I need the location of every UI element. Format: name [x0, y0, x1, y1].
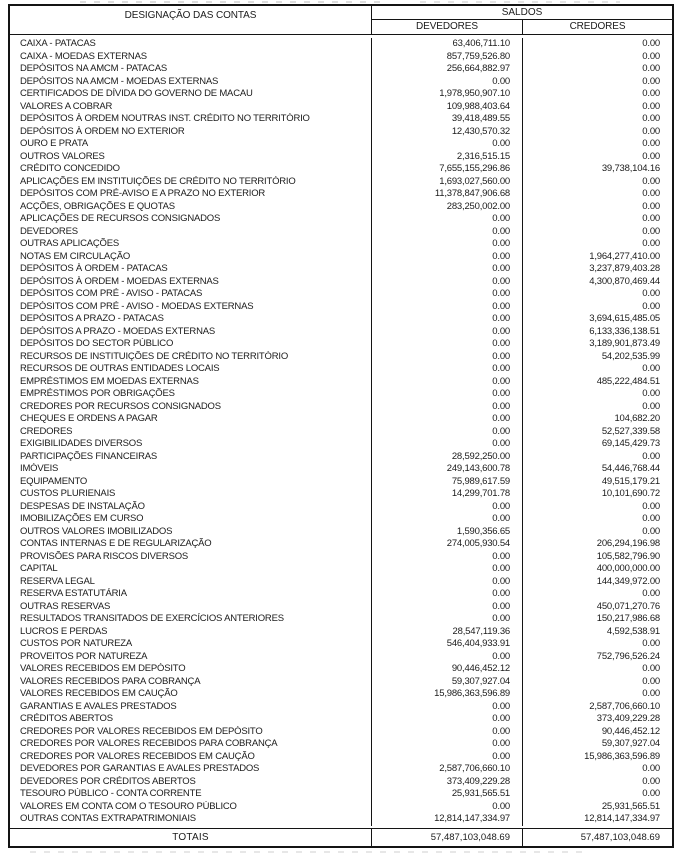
- credores-value: 0.00: [642, 38, 660, 49]
- account-name: VALORES RECEBIDOS PARA COBRANÇA: [10, 676, 372, 689]
- devedores-value: 0.00: [372, 601, 523, 614]
- devedores-value: 249,143,600.78: [372, 463, 523, 476]
- table-row: [10, 776, 672, 789]
- devedores-value: 0.00: [372, 563, 523, 576]
- devedores-value: 0.00: [372, 801, 523, 814]
- credores-value: 0.00: [642, 388, 660, 399]
- devedores-value: 274,005,930.54: [372, 538, 523, 551]
- account-name: CREDORES POR RECURSOS CONSIGNADOS: [10, 401, 372, 414]
- devedores-value: 0.00: [372, 613, 523, 626]
- credores-value: 105,582,796.90: [596, 550, 660, 562]
- table-row: [10, 676, 672, 689]
- account-name: DEPÓSITOS DO SECTOR PÚBLICO: [10, 338, 372, 351]
- table-row: [10, 251, 672, 264]
- credores-value: 59,307,927.04: [601, 738, 660, 749]
- devedores-value: 15,986,363,596.89: [372, 688, 523, 701]
- devedores-value: 0.00: [372, 288, 523, 301]
- table-row: [10, 301, 672, 314]
- account-name: OUTRAS APLICAÇÕES: [10, 238, 372, 251]
- credores-value: 0.00: [642, 150, 660, 162]
- credores-value: 52,527,339.58: [601, 425, 660, 437]
- table-row: [10, 188, 672, 201]
- credores-value: 0.00: [642, 688, 660, 699]
- devedores-value: 0.00: [372, 301, 523, 314]
- credores-value: 485,222,484.51: [596, 375, 660, 387]
- credores-value: 0.00: [642, 788, 660, 799]
- credores-value: 90,446,452.12: [601, 725, 660, 737]
- account-name: CONTAS INTERNAS E DE REGULARIZAÇÃO: [10, 538, 372, 551]
- credores-value: 4,300,870,469.44: [589, 275, 660, 287]
- devedores-value: 857,759,526.80: [372, 51, 523, 64]
- table-row: [10, 113, 672, 126]
- credores-value: 450,071,270.76: [596, 600, 660, 612]
- account-name: DEPÓSITOS COM PRÉ - AVISO - MOEDAS EXTERNAS: [10, 301, 372, 314]
- table-row: [10, 588, 672, 601]
- devedores-value: 0.00: [372, 438, 523, 451]
- credores-value: 0.00: [642, 100, 660, 112]
- table-row: [10, 176, 672, 189]
- devedores-value: 75,989,617.59: [372, 476, 523, 489]
- credores-value: 54,202,535.99: [601, 350, 660, 362]
- credores-value: 0.00: [642, 213, 660, 224]
- credores-value: 0.00: [642, 675, 660, 687]
- account-name: IMOBILIZAÇÕES EM CURSO: [10, 513, 372, 526]
- table-row: [10, 438, 672, 451]
- account-name: CAIXA - MOEDAS EXTERNAS: [10, 51, 372, 64]
- account-name: CUSTOS PLURIENAIS: [10, 488, 372, 501]
- account-name: VALORES A COBRAR: [10, 101, 372, 114]
- account-name: VALORES RECEBIDOS EM DEPÓSITO: [10, 663, 372, 676]
- table-row: [10, 413, 672, 426]
- devedores-value: 0.00: [372, 651, 523, 664]
- table-row: [10, 226, 672, 239]
- devedores-value: 0.00: [372, 138, 523, 151]
- devedores-value: 39,418,489.55: [372, 113, 523, 126]
- credores-value: 0.00: [642, 200, 660, 212]
- credores-value: 6,133,336,138.51: [589, 325, 660, 337]
- account-name: DEPÓSITOS À ORDEM - MOEDAS EXTERNAS: [10, 276, 372, 289]
- devedores-value: 0.00: [372, 313, 523, 326]
- credores-value: 0.00: [642, 63, 660, 74]
- devedores-value: 0.00: [372, 726, 523, 739]
- devedores-value: 2,587,706,660.10: [372, 763, 523, 776]
- account-name: CERTIFICADOS DE DÍVIDA DO GOVERNO DE MACAU: [10, 88, 372, 101]
- devedores-value: 0.00: [372, 363, 523, 376]
- credores-value: 3,237,879,403.28: [589, 263, 660, 274]
- table-row: [10, 576, 672, 589]
- credores-value: 12,814,147,334.97: [584, 813, 660, 824]
- devedores-value: 14,299,701.78: [372, 488, 523, 501]
- account-name: EMPRÉSTIMOS EM MOEDAS EXTERNAS: [10, 376, 372, 389]
- credores-value: 0.00: [642, 500, 660, 512]
- account-name: IMÓVEIS: [10, 463, 372, 476]
- table-row: [10, 163, 672, 176]
- table-row: [10, 351, 672, 364]
- credores-value: 0.00: [642, 175, 660, 187]
- account-name: OUTROS VALORES: [10, 151, 372, 164]
- column-header-credores: CREDORES: [569, 21, 626, 32]
- totals-credores-value: 57,487,103,048.69: [580, 831, 660, 843]
- table-row: [10, 213, 672, 226]
- table-row: [10, 513, 672, 526]
- credores-value: 0.00: [642, 775, 660, 787]
- credores-value: 0.00: [642, 638, 660, 649]
- account-name: RESERVA ESTATUTÁRIA: [10, 588, 372, 601]
- table-row: [10, 501, 672, 514]
- account-name: CREDORES POR VALORES RECEBIDOS EM CAUÇÃO: [10, 751, 372, 764]
- account-name: PROVEITOS POR NATUREZA: [10, 651, 372, 664]
- devedores-value: 12,430,570.32: [372, 126, 523, 139]
- table-row: [10, 126, 672, 139]
- devedores-value: 0.00: [372, 351, 523, 364]
- account-name: DEVEDORES POR CRÉDITOS ABERTOS: [10, 776, 372, 789]
- totals-devedores-value: 57,487,103,048.69: [372, 829, 523, 846]
- scan-artifact: [420, 1, 620, 3]
- table-row: [10, 376, 672, 389]
- devedores-value: 1,590,356.65: [372, 526, 523, 539]
- scan-artifact: [30, 851, 590, 853]
- account-name: DEPÓSITOS COM PRÉ - AVISO - PATACAS: [10, 288, 372, 301]
- column-header-designacao: DESIGNAÇÃO DAS CONTAS: [10, 6, 372, 34]
- credores-value: 0.00: [642, 663, 660, 674]
- credores-value: 400,000,000.00: [596, 563, 660, 574]
- devedores-value: 0.00: [372, 701, 523, 714]
- account-name: CREDORES: [10, 426, 372, 439]
- table-row: [10, 363, 672, 376]
- credores-value: 2,587,706,660.10: [589, 700, 660, 712]
- credores-value: 0.00: [642, 125, 660, 137]
- devedores-value: 0.00: [372, 576, 523, 589]
- table-row: [10, 401, 672, 414]
- account-name: DEPÓSITOS A PRAZO - MOEDAS EXTERNAS: [10, 326, 372, 339]
- credores-value: 0.00: [642, 138, 660, 149]
- account-name: OUTRAS CONTAS EXTRAPATRIMONIAIS: [10, 813, 372, 826]
- account-name: PARTICIPAÇÕES FINANCEIRAS: [10, 451, 372, 464]
- account-name: CUSTOS POR NATUREZA: [10, 638, 372, 651]
- credores-value: 0.00: [642, 363, 660, 374]
- account-name: DEPÓSITOS NA AMCM - MOEDAS EXTERNAS: [10, 76, 372, 89]
- devedores-value: 59,307,927.04: [372, 676, 523, 689]
- account-name: DESPESAS DE INSTALAÇÃO: [10, 501, 372, 514]
- totals-label: TOTAIS: [10, 829, 372, 846]
- credores-value: 39,738,104.16: [601, 163, 660, 174]
- accounts-balance-table: [8, 4, 674, 848]
- account-name: RESULTADOS TRANSITADOS DE EXERCÍCIOS ANTERIORES: [10, 613, 372, 626]
- credores-value: 752,796,526.24: [596, 650, 660, 662]
- table-row: [10, 51, 672, 64]
- account-name: LUCROS E PERDAS: [10, 626, 372, 639]
- table-row: [10, 563, 672, 576]
- account-name: CAIXA - PATACAS: [10, 38, 372, 51]
- account-name: APLICAÇÕES EM INSTITUIÇÕES DE CRÉDITO NO TERRITÓRIO: [10, 176, 372, 189]
- devedores-value: 0.00: [372, 426, 523, 439]
- table-row: [10, 88, 672, 101]
- saldos-header-group: [372, 6, 672, 34]
- table-row: [10, 538, 672, 551]
- credores-value: 1,964,277,410.00: [589, 250, 660, 262]
- account-name: OURO E PRATA: [10, 138, 372, 151]
- table-row: [10, 38, 672, 51]
- devedores-value: 11,378,847,906.68: [372, 188, 523, 201]
- credores-value: 0.00: [642, 50, 660, 62]
- devedores-value: 0.00: [372, 401, 523, 414]
- table-row: [10, 238, 672, 251]
- credores-value: 206,294,196.98: [596, 538, 660, 549]
- devedores-value: 2,316,515.15: [372, 151, 523, 164]
- credores-value: 3,694,615,485.05: [589, 313, 660, 324]
- account-name: DEPÓSITOS COM PRÉ-AVISO E A PRAZO NO EXTERIOR: [10, 188, 372, 201]
- devedores-value: 283,250,002.00: [372, 201, 523, 214]
- account-name: DEPÓSITOS NA AMCM - PATACAS: [10, 63, 372, 76]
- devedores-value: 0.00: [372, 238, 523, 251]
- account-name: APLICAÇÕES DE RECURSOS CONSIGNADOS: [10, 213, 372, 226]
- account-name: RECURSOS DE OUTRAS ENTIDADES LOCAIS: [10, 363, 372, 376]
- credores-value: 144,349,972.00: [596, 575, 660, 587]
- table-row: [10, 601, 672, 614]
- table-row: [10, 151, 672, 164]
- table-row: [10, 526, 672, 539]
- account-name: TESOURO PÚBLICO - CONTA CORRENTE: [10, 788, 372, 801]
- devedores-value: 25,931,565.51: [372, 788, 523, 801]
- account-name: CAPITAL: [10, 563, 372, 576]
- account-name: EQUIPAMENTO: [10, 476, 372, 489]
- account-name: CREDORES POR VALORES RECEBIDOS PARA COBRANÇA: [10, 738, 372, 751]
- table-row: [10, 76, 672, 89]
- credores-value: 0.00: [642, 288, 660, 299]
- table-row: [10, 263, 672, 276]
- devedores-value: 0.00: [372, 338, 523, 351]
- table-row: [10, 63, 672, 76]
- account-name: VALORES RECEBIDOS EM CAUÇÃO: [10, 688, 372, 701]
- devedores-value: 1,978,950,907.10: [372, 88, 523, 101]
- devedores-value: 7,655,155,296.86: [372, 163, 523, 176]
- account-name: NOTAS EM CIRCULAÇÃO: [10, 251, 372, 264]
- credores-value: 4,592,538.91: [606, 625, 660, 637]
- account-name: CHEQUES E ORDENS A PAGAR: [10, 413, 372, 426]
- account-name: CREDORES POR VALORES RECEBIDOS EM DEPÓSITO: [10, 726, 372, 739]
- credores-value: 0.00: [642, 763, 660, 774]
- credores-value: 0.00: [642, 400, 660, 412]
- devedores-value: 0.00: [372, 713, 523, 726]
- table-row: [10, 426, 672, 439]
- credores-value: 69,145,429.73: [601, 438, 660, 449]
- devedores-value: 0.00: [372, 738, 523, 751]
- table-row: [10, 626, 672, 639]
- table-row: [10, 801, 672, 814]
- table-row: [10, 138, 672, 151]
- credores-value: 0.00: [642, 588, 660, 599]
- devedores-value: 0.00: [372, 263, 523, 276]
- table-row: [10, 326, 672, 339]
- credores-value: 25,931,565.51: [601, 800, 660, 812]
- table-row: [10, 451, 672, 464]
- table-row: [10, 288, 672, 301]
- table-row: [10, 613, 672, 626]
- table-row: [10, 813, 672, 826]
- totals-row: [10, 828, 672, 846]
- devedores-value: 0.00: [372, 388, 523, 401]
- devedores-value: 0.00: [372, 501, 523, 514]
- column-header-saldos: SALDOS: [372, 6, 672, 20]
- table-row: [10, 738, 672, 751]
- table-row: [10, 388, 672, 401]
- account-name: OUTRAS RESERVAS: [10, 601, 372, 614]
- account-name: DEVEDORES: [10, 226, 372, 239]
- credores-value: 373,409,229.28: [596, 713, 660, 724]
- credores-value: 3,189,901,873.49: [589, 338, 660, 349]
- account-name: CRÉDITOS ABERTOS: [10, 713, 372, 726]
- devedores-value: 109,988,403.64: [372, 101, 523, 114]
- table-row: [10, 476, 672, 489]
- table-row: [10, 788, 672, 801]
- table-row: [10, 201, 672, 214]
- account-name: DEVEDORES POR GARANTIAS E AVALES PRESTADOS: [10, 763, 372, 776]
- credores-value: 54,446,768.44: [601, 463, 660, 474]
- table-row: [10, 763, 672, 776]
- devedores-value: 0.00: [372, 226, 523, 239]
- table-body: [10, 35, 672, 828]
- devedores-value: 0.00: [372, 551, 523, 564]
- devedores-value: 0.00: [372, 213, 523, 226]
- devedores-value: 0.00: [372, 251, 523, 264]
- table-row: [10, 713, 672, 726]
- credores-value: 104,682.20: [614, 413, 660, 424]
- table-row: [10, 276, 672, 289]
- table-row: [10, 488, 672, 501]
- table-row: [10, 663, 672, 676]
- devedores-value: 90,446,452.12: [372, 663, 523, 676]
- table-row: [10, 751, 672, 764]
- account-name: RECURSOS DE INSTITUIÇÕES DE CRÉDITO NO TERRITÓRIO: [10, 351, 372, 364]
- devedores-value: 1,693,027,560.00: [372, 176, 523, 189]
- table-row: [10, 338, 672, 351]
- account-name: RESERVA LEGAL: [10, 576, 372, 589]
- credores-value: 49,515,179.21: [601, 475, 660, 487]
- credores-value: 0.00: [642, 450, 660, 462]
- account-name: GARANTIAS E AVALES PRESTADOS: [10, 701, 372, 714]
- devedores-value: 256,664,882.97: [372, 63, 523, 76]
- table-row: [10, 551, 672, 564]
- credores-value: 0.00: [642, 238, 660, 249]
- devedores-value: 28,592,250.00: [372, 451, 523, 464]
- credores-value: 0.00: [642, 225, 660, 237]
- account-name: PROVISÕES PARA RISCOS DIVERSOS: [10, 551, 372, 564]
- credores-value: 0.00: [642, 75, 660, 87]
- devedores-value: 0.00: [372, 751, 523, 764]
- devedores-value: 0.00: [372, 588, 523, 601]
- account-name: DEPÓSITOS À ORDEM NOUTRAS INST. CRÉDITO NO TERRITÓRIO: [10, 113, 372, 126]
- table-row: [10, 688, 672, 701]
- devedores-value: 0.00: [372, 76, 523, 89]
- table-header: [10, 6, 672, 35]
- account-name: DEPÓSITOS À ORDEM - PATACAS: [10, 263, 372, 276]
- credores-value: 0.00: [642, 88, 660, 99]
- account-name: CRÉDITO CONCEDIDO: [10, 163, 372, 176]
- table-row: [10, 101, 672, 114]
- devedores-value: 0.00: [372, 413, 523, 426]
- credores-value: 0.00: [642, 300, 660, 312]
- table-row: [10, 463, 672, 476]
- account-name: EXIGIBILIDADES DIVERSOS: [10, 438, 372, 451]
- account-name: DEPÓSITOS A PRAZO - PATACAS: [10, 313, 372, 326]
- credores-value: 0.00: [642, 188, 660, 199]
- credores-value: 10,101,690.72: [601, 488, 660, 499]
- table-row: [10, 313, 672, 326]
- credores-value: 0.00: [642, 113, 660, 124]
- credores-value: 150,217,986.68: [596, 613, 660, 624]
- devedores-value: 63,406,711.10: [372, 38, 523, 51]
- credores-value: 15,986,363,596.89: [584, 750, 660, 762]
- devedores-value: 0.00: [372, 376, 523, 389]
- account-name: VALORES EM CONTA COM O TESOURO PÚBLICO: [10, 801, 372, 814]
- saldos-subheader-row: [372, 20, 672, 34]
- scan-artifact: [80, 1, 380, 3]
- table-row: [10, 638, 672, 651]
- devedores-value: 546,404,933.91: [372, 638, 523, 651]
- credores-value: 0.00: [642, 513, 660, 524]
- account-name: EMPRÉSTIMOS POR OBRIGAÇÕES: [10, 388, 372, 401]
- devedores-value: 373,409,229.28: [372, 776, 523, 789]
- account-name: ACÇÕES, OBRIGAÇÕES E QUOTAS: [10, 201, 372, 214]
- account-name: OUTROS VALORES IMOBILIZADOS: [10, 526, 372, 539]
- devedores-value: 28,547,119.36: [372, 626, 523, 639]
- credores-value: 0.00: [642, 525, 660, 537]
- table-row: [10, 726, 672, 739]
- devedores-value: 0.00: [372, 326, 523, 339]
- devedores-value: 0.00: [372, 513, 523, 526]
- table-row: [10, 701, 672, 714]
- table-row: [10, 651, 672, 664]
- account-name: DEPÓSITOS À ORDEM NO EXTERIOR: [10, 126, 372, 139]
- devedores-value: 12,814,147,334.97: [372, 813, 523, 826]
- devedores-value: 0.00: [372, 276, 523, 289]
- column-header-devedores: DEVEDORES: [372, 20, 523, 34]
